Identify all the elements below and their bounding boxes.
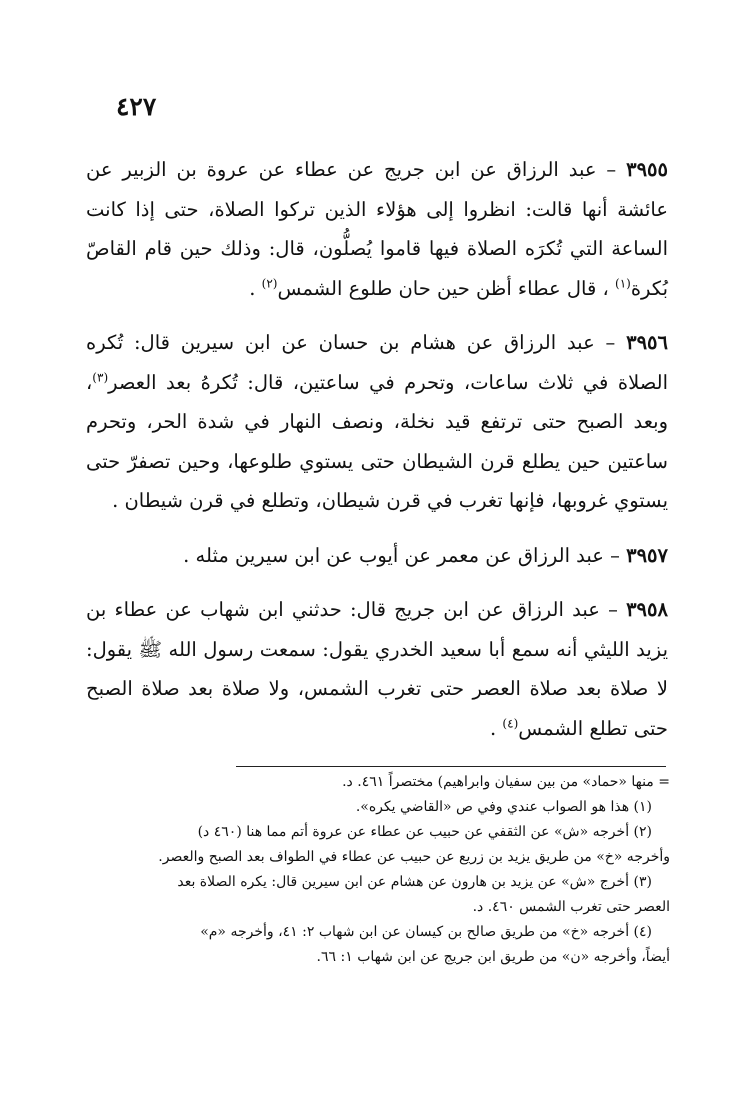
hadith-text: ، قال عطاء أظن حين حان طلوع الشمس — [277, 276, 609, 300]
paragraph-end: . — [249, 276, 256, 300]
footnote-continuation: = منها «حماد» من بين سفيان وابراهيم) مختصراً ٤٦١. د. — [342, 774, 670, 790]
hadith-text: – عبد الرزاق عن ابن جريج قال: حدثني ابن شهاب عن عطاء بن يزيد الليثي أنه سمع أبا سعيد الخدري يقول: سمعت رسول الله ﷺ يقول: لا صلاة بعد صلاة العصر حتى تغرب الشمس، ولا صلاة بعد صلاة الصبح حتى تطلع الشمس — [86, 598, 668, 740]
hadith-text: – عبد الرزاق عن معمر عن أيوب عن ابن سيرين مثله — [195, 543, 620, 567]
footnote-3: (٣) أخرج «ش» عن يزيد بن هارون عن هشام عن ابن سيرين قال: يكره الصلاة بعد — [177, 874, 652, 890]
paragraph-end: . — [112, 489, 119, 512]
footnote-4: (٤) أخرجه «خ» من طريق صالح بن كيسان عن ابن شهاب ٢: ٤١، وأخرجه «م» — [200, 924, 652, 940]
main-text — [86, 150, 668, 748]
footnote-1: (١) هذا هو الصواب عندي وفي ص «القاضي يكره». — [355, 799, 652, 815]
footnote-ref: (١) — [615, 276, 631, 290]
paragraph-end: . — [490, 716, 497, 740]
hadith-text: – عبد الرزاق عن هشام بن حسان عن ابن سيرين قال: تُكره الصلاة في ثلاث ساعات، وتحرم في ساعتين، قال: تُكرهُ بعد العصر — [86, 331, 668, 394]
hadith-3956 — [86, 323, 668, 521]
hadith-text: – عبد الرزاق عن ابن جريج عن عطاء عن عروة بن الزبير عن عائشة أنها قالت: انظروا إلى هؤلاء الذين تركوا الصلاة، حتى إذا كانت الساعة التي تُكرَه الصلاة فيها قاموا يُصلُّون، قال: وذلك حين قام القاصّ بُكرة — [86, 158, 668, 300]
hadith-3955 — [86, 150, 668, 308]
footnote-ref: (٢) — [261, 276, 278, 290]
hadith-number: ٣٩٥٧ — [626, 543, 668, 567]
hadith-number: ٣٩٥٥ — [626, 158, 669, 181]
page-number: ٤٢٧ — [116, 92, 157, 121]
hadith-3958 — [86, 590, 668, 748]
footnote-2-cont: وأخرجه «خ» من طريق يزيد بن زريع عن حبيب عن عطاء في الطواف بعد الصبح والعصر. — [158, 849, 670, 865]
footnote-2: (٢) أخرجه «ش» عن الثقفي عن حبيب عن عطاء عن عروة أتم مما هنا (٤٦٠ د) — [197, 824, 652, 840]
hadith-3957 — [86, 536, 668, 576]
footnote-4-cont: أيضاً، وأخرجه «ن» من طريق ابن جريج عن ابن شهاب ١: ٦٦. — [316, 949, 670, 965]
footnote-ref: (٤) — [502, 716, 519, 730]
footnote-divider — [236, 766, 666, 767]
footnote-ref: (٣) — [92, 370, 109, 384]
footnotes — [118, 770, 670, 970]
paragraph-end: . — [183, 543, 190, 567]
hadith-number: ٣٩٥٦ — [626, 331, 668, 354]
footnote-3-cont: العصر حتى تغرب الشمس ٤٦٠. د. — [472, 899, 670, 915]
hadith-number: ٣٩٥٨ — [626, 598, 668, 621]
hadith-text: ، وبعد الصبح حتى ترتفع قيد نخلة، ونصف النهار في شدة الحر، وتحرم ساعتين حين يطلع قرن الشيطان حتى يستوي طلوعها، وحين تصفرّ حتى يستوي غروبها، فإنها تغرب في قرن شيطان، وتطلع في قرن شيطان — [86, 370, 668, 512]
